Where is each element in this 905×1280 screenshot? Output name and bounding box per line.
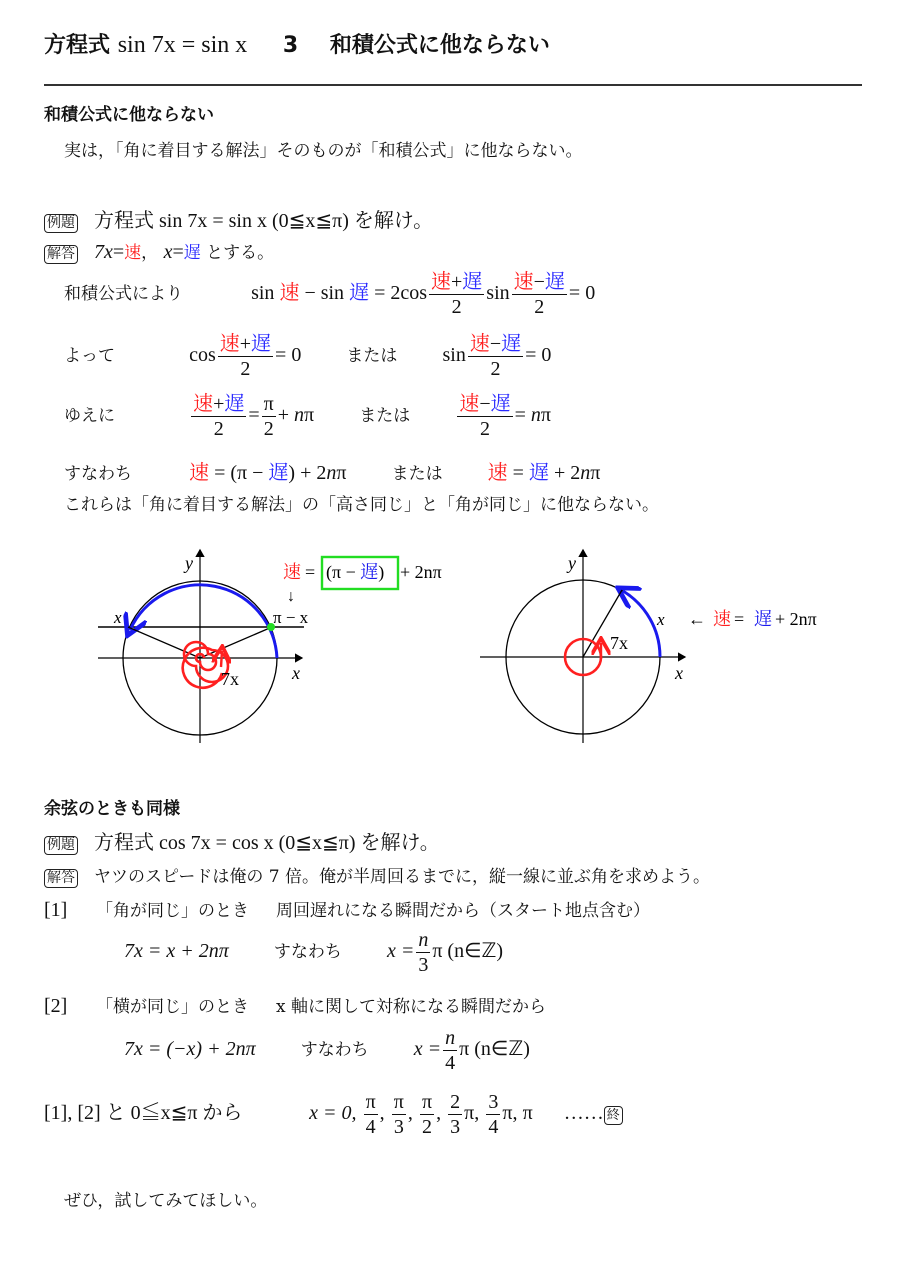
sum-product-line: 和積公式により sin 速 − sin 遅 = 2cos $\frac{\text{速+遅}}{2}$ sin $\frac{\text{速−遅}}{2}$ = 0 [64,271,596,318]
section1-conclusion: これらは「角に着目する解法」の「高さ同じ」と「角が同じ」に他ならない。 [64,495,659,515]
svg-text:x: x [657,610,665,629]
svg-text:π − x: π − x [273,608,309,627]
svg-text:(π − 遅): (π − 遅) [326,562,385,582]
title-prefix: 方程式 [44,33,111,58]
therefore-line: よって cos $\frac{\text{速+遅}}{2}$ = 0 または sin $\frac{\text{速−遅}}{2}$ = 0 [64,333,552,380]
svg-text:x: x [114,608,122,627]
example2 [44,826,440,855]
svg-text:x: x [292,663,300,683]
title-number: 3 [282,33,299,58]
section1-intro: 実は，「角に着目する解法」そのものが「和積公式」に他ならない。 [64,141,583,161]
unit-circle-figure-left [90,545,480,745]
answer-tag: 解答 [44,869,78,888]
svg-text:遅: 遅 [754,609,772,629]
svg-text:速: 速 [283,562,301,582]
answer1-setup: 解答 7x=速， x=遅 とする。 [44,238,274,264]
section1-heading: 和積公式に他ならない [44,105,214,125]
end-tag: 終 [604,1106,623,1125]
svg-text:速: 速 [713,609,731,629]
svg-text:y: y [568,553,576,573]
svg-text:=: = [305,562,316,582]
final-answer: [1], [2] と 0≦x≦π から x = 0, $\frac{\pi}{4}$ , $\frac{\pi}{3}$ , $\frac{\pi}{2}$ , $\frac{2}{3}$ π, $\frac{3}{4}$ π, π …… 終 [44,1090,623,1139]
example2-text: 方程式 cos 7x = cos x (0≦x≦π) を解け。 [94,832,440,854]
hence-line: ゆえに $\frac{\text{速+遅}}{2}$ = $\frac{\pi}{2}$ + nπ または $\frac{\text{速−遅}}{2}$ = nπ [64,393,552,440]
example-tag: 例題 [44,836,78,855]
svg-text:←: ← [688,609,706,629]
slow-arc [623,591,660,657]
svg-text:x: x [675,663,683,683]
svg-text:↓: ↓ [287,588,295,605]
unit-circle-figure-right [470,545,860,745]
example1-text: 方程式 sin 7x = sin x (0≦x≦π) を解け。 [94,210,434,232]
example-tag: 例題 [44,214,78,233]
svg-text:y: y [185,553,193,573]
case1-header: [1] 「角が同じ」のとき 周回遅れになる瞬間だから（スタート地点含む） [44,899,650,921]
section2-heading: 余弦のときも同様 [44,799,180,819]
answer-tag: 解答 [44,245,78,264]
case1-equation: 7x = x + 2nπ すなわち x = $\frac{n}{3}$ π (n∈ℤ) [124,929,504,976]
namely-line: すなわち 速 = (π − 遅) + 2nπ または 速 = 遅 + 2nπ [64,462,601,484]
svg-text:+ 2nπ: + 2nπ [400,562,442,582]
svg-text:+ 2nπ: + 2nπ [775,609,817,629]
closing-text: ぜひ，試してみてほしい。 [64,1191,268,1211]
case2-header: [2] 「横が同じ」のとき x 軸に関して対称になる瞬間だから [44,995,546,1017]
case2-equation: 7x = (−x) + 2nπ すなわち x = $\frac{n}{4}$ π (n∈ℤ) [124,1027,530,1074]
page-title [44,28,550,59]
title-text: 和積公式に他ならない [329,33,550,58]
svg-text:7x: 7x [610,633,628,653]
title-equation: sin 7x = sin x [117,32,248,58]
svg-text:=: = [734,609,745,629]
answer2: 解答 ヤツのスピードは俺の 7 倍。俺が半周回るまでに，縦一線に並ぶ角を求めよう。 [44,862,710,888]
example1 [44,204,433,233]
title-divider [44,84,862,86]
svg-text:7x: 7x [221,669,239,689]
